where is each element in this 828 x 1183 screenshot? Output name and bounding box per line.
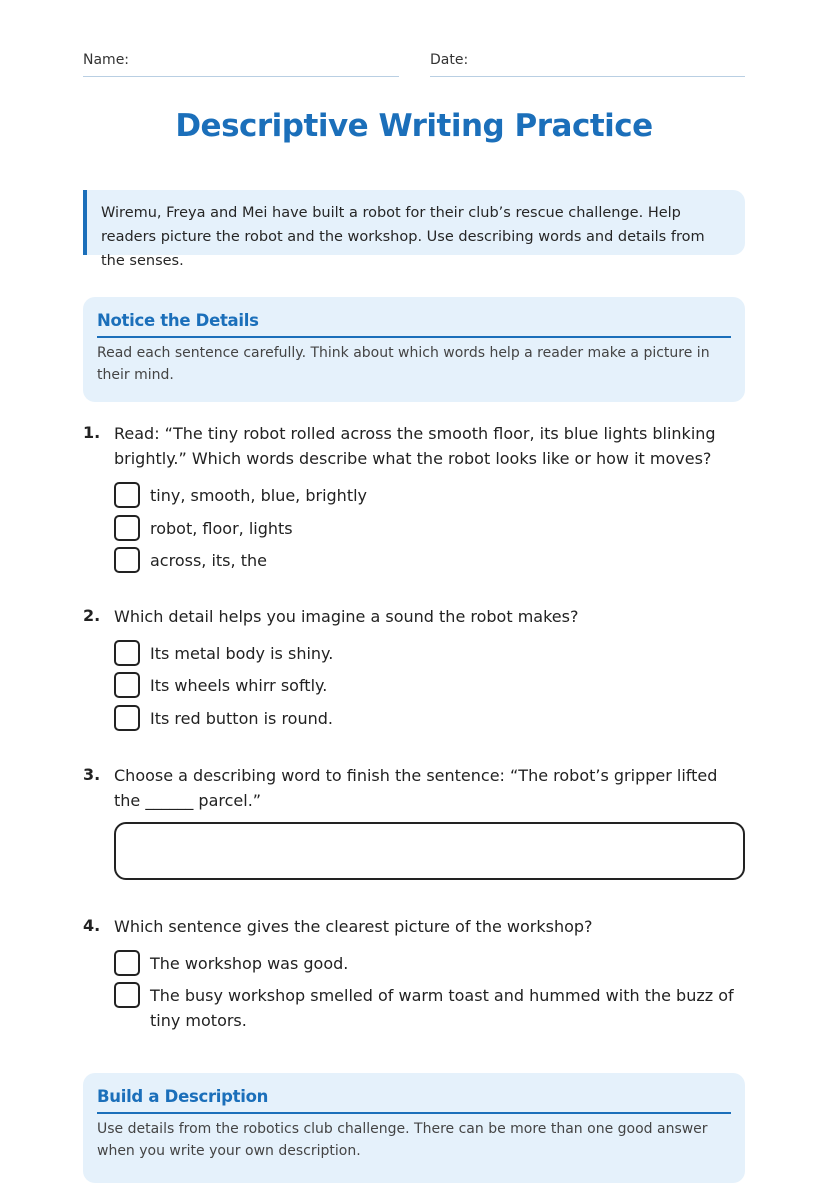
question-number: 4. (83, 916, 101, 935)
section-description: Use details from the robotics club challenge. There can be more than one good answer when you write your own description. (97, 1121, 708, 1159)
name-label: Name: (83, 52, 130, 68)
question-text: Which sentence gives the clearest picture of the workshop? (114, 917, 593, 936)
checkbox[interactable] (114, 482, 140, 508)
option-label: Its red button is round. (150, 709, 333, 728)
section-build-description (83, 1073, 745, 1183)
section-notice-details (83, 297, 745, 402)
checkbox[interactable] (114, 950, 140, 976)
section-description: Read each sentence carefully. Think about which words help a reader make a picture in their mind. (97, 345, 710, 383)
date-label: Date: (430, 52, 469, 68)
question-text: Choose a describing word to finish the sentence: “The robot’s gripper lifted the ______ parcel.” (114, 766, 718, 810)
section-heading: Build a Description (97, 1087, 731, 1114)
option-label: robot, floor, lights (150, 519, 293, 538)
option-label: Its metal body is shiny. (150, 644, 334, 663)
option-label: tiny, smooth, blue, brightly (150, 486, 368, 505)
question-number: 3. (83, 765, 101, 784)
date-field[interactable] (430, 52, 745, 77)
question-text: Read: “The tiny robot rolled across the smooth floor, its blue lights blinking brightly.” Which words describe what the robot looks like or how it moves? (114, 424, 716, 468)
name-field[interactable] (83, 52, 399, 77)
option-label: The workshop was good. (150, 954, 349, 973)
option-label: Its wheels whirr softly. (150, 676, 328, 695)
question-text: Which detail helps you imagine a sound the robot makes? (114, 607, 579, 626)
checkbox[interactable] (114, 547, 140, 573)
checkbox[interactable] (114, 982, 140, 1008)
option-label: The busy workshop smelled of warm toast and hummed with the buzz of tiny motors. (150, 986, 734, 1030)
option-label: across, its, the (150, 551, 267, 570)
answer-field[interactable] (114, 822, 745, 880)
question-number: 2. (83, 606, 101, 625)
checkbox[interactable] (114, 515, 140, 541)
page-title: Descriptive Writing Practice (175, 108, 653, 144)
checkbox[interactable] (114, 705, 140, 731)
checkbox[interactable] (114, 640, 140, 666)
checkbox[interactable] (114, 672, 140, 698)
section-heading: Notice the Details (97, 311, 731, 338)
question-number: 1. (83, 423, 101, 442)
intro-callout: Wiremu, Freya and Mei have built a robot for their club’s rescue challenge. Help readers picture the robot and the workshop. Use describing words and details from the senses. (83, 190, 745, 255)
